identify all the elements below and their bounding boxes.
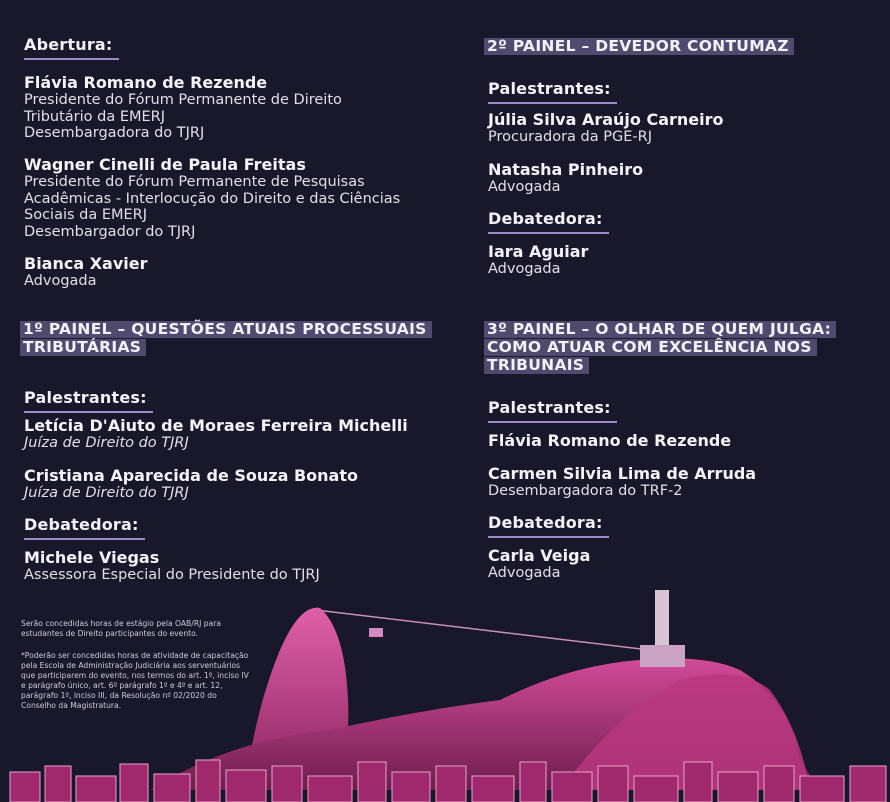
debatedora-heading: Debatedora: xyxy=(24,514,145,537)
speaker-name: Carmen Silvia Lima de Arruda xyxy=(488,464,757,483)
debatedora-heading: Debatedora: xyxy=(488,512,609,535)
speaker-name: Cristiana Aparecida de Souza Bonato xyxy=(24,466,358,485)
palestrantes-heading: Palestrantes: xyxy=(488,78,617,101)
speaker-name: Iara Aguiar xyxy=(488,242,589,261)
speaker-role: Presidente do Fórum Permanente de Direito Tributário da EMERJ Desembargadora do TJRJ xyxy=(24,92,342,141)
panel-2-title: 2º PAINEL – DEVEDOR CONTUMAZ xyxy=(484,38,794,56)
speaker-name: Letícia D'Aiuto de Moraes Ferreira Michelli xyxy=(24,416,408,435)
speaker-name: Carla Veiga xyxy=(488,546,591,565)
speaker-name: Wagner Cinelli de Paula Freitas xyxy=(24,155,306,174)
speaker-role: Juíza de Direito do TJRJ xyxy=(24,485,189,501)
palestrantes-heading: Palestrantes: xyxy=(24,387,153,410)
internship-hours-note: Serão concedidas horas de estágio pela OAB/RJ para estudantes de Direito participantes do evento. xyxy=(21,619,221,638)
speaker-name: Flávia Romano de Rezende xyxy=(24,73,268,92)
speaker-role: Desembargadora do TRF-2 xyxy=(488,483,683,499)
speaker-role: Advogada xyxy=(24,273,97,289)
speaker-name: Bianca Xavier xyxy=(24,254,148,273)
speaker-role: Advogada xyxy=(488,261,561,277)
training-hours-note: *Poderão ser concedidas horas de atividade de capacitação pela Escola de Administração Judiciária aos serventuários que participarem do evento, nos termos do art. 1º, inciso IV e parágrafo único, art. 6º parágrafo 1º e 4º e art. 12, parágrafo 1º, inciso III, da Resolução nº 02/2020 do Conselho da Magistratura. xyxy=(21,651,249,710)
speaker-role: Assessora Especial do Presidente do TJRJ xyxy=(24,567,320,583)
palestrantes-heading: Palestrantes: xyxy=(488,397,617,420)
speaker-name: Natasha Pinheiro xyxy=(488,160,644,179)
panel-3-title: 3º PAINEL – O OLHAR DE QUEM JULGA: COMO ATUAR COM EXCELÊNCIA NOS TRIBUNAIS xyxy=(484,321,836,375)
speaker-role: Advogada xyxy=(488,565,561,581)
panel-1-title: 1º PAINEL – QUESTÕES ATUAIS PROCESSUAIS TRIBUTÁRIAS xyxy=(20,321,432,357)
abertura-heading: Abertura: xyxy=(24,34,119,57)
speaker-name: Michele Viegas xyxy=(24,548,160,567)
speaker-role: Advogada xyxy=(488,179,561,195)
speaker-role: Presidente do Fórum Permanente de Pesquisas Acadêmicas - Interlocução do Direito e das Ciências Sociais da EMERJ Desembargador do TJRJ xyxy=(24,174,401,240)
speaker-role: Procuradora da PGE-RJ xyxy=(488,129,652,145)
speaker-name: Flávia Romano de Rezende xyxy=(488,431,732,450)
debatedora-heading: Debatedora: xyxy=(488,208,609,231)
speaker-role: Juíza de Direito do TJRJ xyxy=(24,435,189,451)
speaker-name: Júlia Silva Araújo Carneiro xyxy=(488,110,724,129)
